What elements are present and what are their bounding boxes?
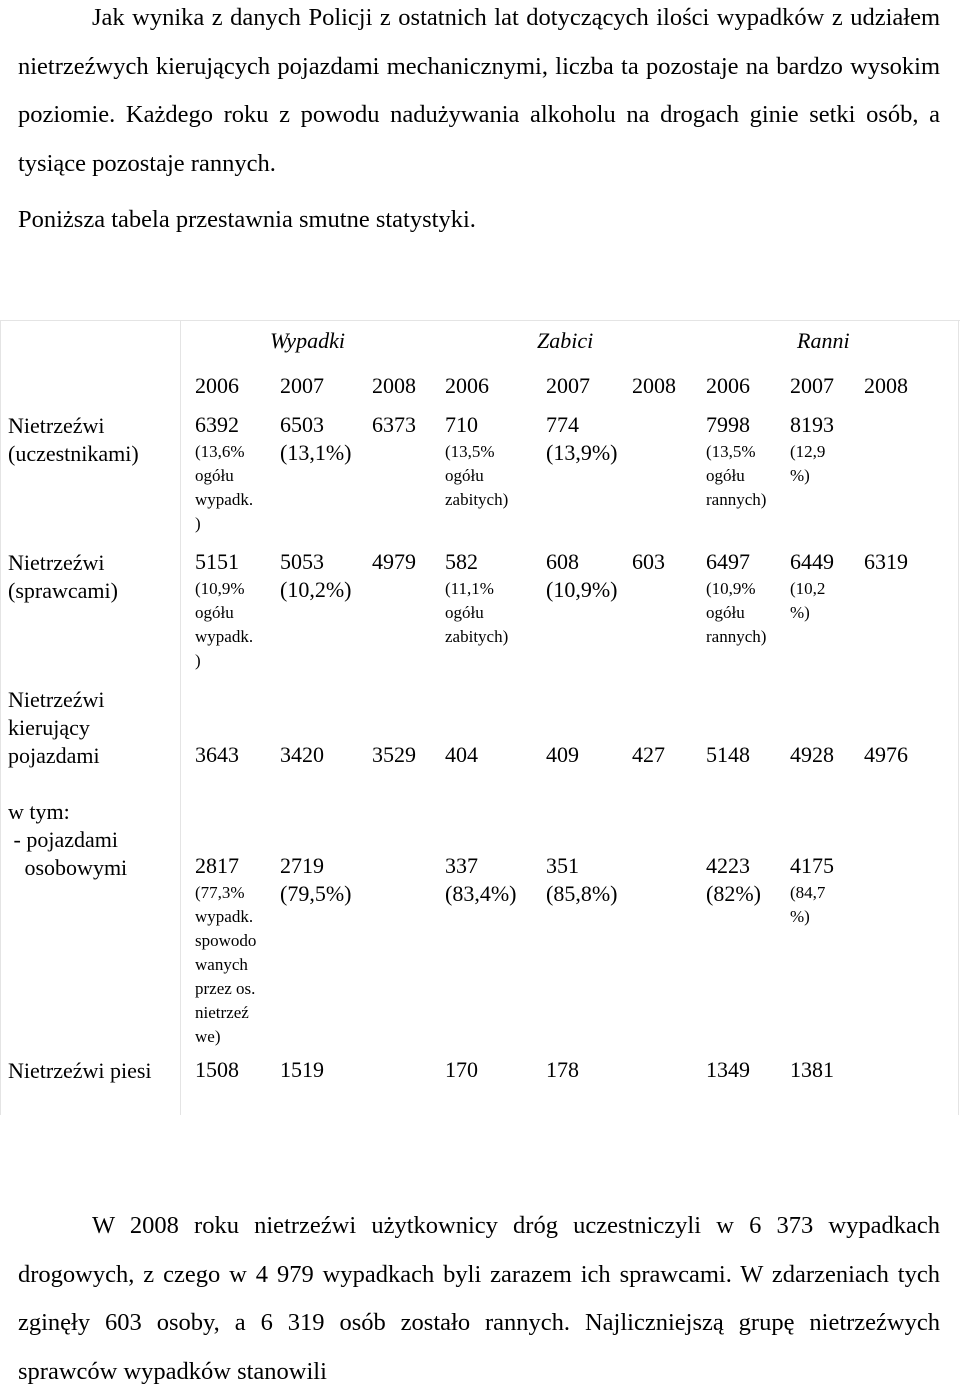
table-cell: (10,2: [790, 579, 826, 598]
group-header-ranni: Ranni: [797, 328, 850, 353]
table-cell: 351: [546, 853, 579, 878]
table-cell: (11,1%: [445, 579, 494, 598]
table-cell: 608: [546, 549, 579, 574]
table-cell: nietrzeź: [195, 1003, 249, 1022]
table-cell: we): [195, 1027, 221, 1046]
table-cell: 404: [445, 742, 478, 767]
row-label: Nietrzeźwi: [8, 413, 105, 438]
table-cell: ogółu: [706, 603, 745, 622]
table-cell: 8193: [790, 412, 834, 437]
table-cell: ogółu: [445, 466, 484, 485]
table-cell: 4175: [790, 853, 834, 878]
table-cell: (13,1%): [280, 440, 352, 465]
table-cell: 3643: [195, 742, 239, 767]
table-cell: 5053: [280, 549, 324, 574]
table-divider: [180, 320, 181, 1115]
table-cell: 6449: [790, 549, 834, 574]
table-cell: wypadk.: [195, 907, 254, 926]
row-label: Nietrzeźwi: [8, 550, 105, 575]
table-divider: [0, 320, 960, 321]
table-cell: przez os.: [195, 979, 256, 998]
year-header: 2007: [546, 373, 590, 398]
table-cell: spowodo: [195, 931, 257, 950]
group-header-wypadki: Wypadki: [270, 328, 345, 353]
table-cell: zabitych): [445, 490, 509, 509]
table-cell: 4223: [706, 853, 750, 878]
year-header: 2008: [632, 373, 676, 398]
table-cell: 774: [546, 412, 579, 437]
table-cell: (82%): [706, 881, 761, 906]
table-cell: (10,9%): [546, 577, 618, 602]
table-cell: 6497: [706, 549, 750, 574]
table-cell: 6373: [372, 412, 416, 437]
table-cell: 7998: [706, 412, 750, 437]
row-label: (uczestnikami): [8, 441, 139, 466]
table-cell: ogółu: [195, 466, 234, 485]
table-cell: %): [790, 907, 810, 926]
table-cell: ): [195, 514, 201, 533]
year-header: 2007: [280, 373, 324, 398]
table-cell: (79,5%): [280, 881, 352, 906]
table-cell: 4928: [790, 742, 834, 767]
summary-paragraph: W 2008 roku nietrzeźwi użytkownicy dróg uczestniczyli w 6 373 wypadkach drogowych, z czego w 4 979 wypadkach byli zarazem ich sprawcami. W zdarzeniach tych zginęły 603 osoby, a 6 319 osób zostało rannych. Najliczniejszą grupę nietrzeźwych sprawców wypadków stanowili: [18, 1212, 940, 1385]
table-cell: (13,5%: [706, 442, 756, 461]
table-cell: 409: [546, 742, 579, 767]
table-cell: wypadk.: [195, 490, 254, 509]
table-cell: 5148: [706, 742, 750, 767]
table-cell: ogółu: [706, 466, 745, 485]
table-cell: 4976: [864, 742, 908, 767]
row-label: osobowymi: [8, 855, 128, 880]
table-cell: 4979: [372, 549, 416, 574]
row-label: w tym:: [8, 799, 70, 824]
table-cell: (13,5%: [445, 442, 495, 461]
table-cell: rannych): [706, 627, 767, 646]
table-cell: 603: [632, 549, 665, 574]
table-cell: 1508: [195, 1057, 239, 1082]
row-label: Nietrzeźwi piesi: [8, 1058, 152, 1083]
table-cell: 3529: [372, 742, 416, 767]
table-cell: (83,4%): [445, 881, 517, 906]
table-cell: rannych): [706, 490, 767, 509]
table-cell: 710: [445, 412, 478, 437]
table-cell: 170: [445, 1057, 478, 1082]
row-label: - pojazdami: [8, 827, 118, 852]
table-cell: %): [790, 603, 810, 622]
intro-note: Poniższa tabela przestawnia smutne statystyki.: [18, 206, 476, 233]
row-label: kierujący: [8, 715, 90, 740]
table-cell: 427: [632, 742, 665, 767]
year-header: 2006: [195, 373, 239, 398]
table-cell: 3420: [280, 742, 324, 767]
row-label: pojazdami: [8, 743, 100, 768]
table-cell: 5151: [195, 549, 239, 574]
table-cell: wypadk.: [195, 627, 254, 646]
year-header: 2006: [706, 373, 750, 398]
table-cell: (10,9%: [195, 579, 245, 598]
year-header: 2006: [445, 373, 489, 398]
intro-paragraph: Jak wynika z danych Policji z ostatnich lat dotyczących ilości wypadków z udziałem nietrzeźwych kierujących pojazdami mechanicznymi, liczba ta pozostaje na bardzo wysokim poziomie. Każdego roku z powodu nadużywania alkoholu na drogach ginie setki osób, a tysiące pozostaje rannych.: [18, 4, 940, 177]
table-divider: [958, 320, 959, 1115]
table-cell: 6392: [195, 412, 239, 437]
table-cell: 6503: [280, 412, 324, 437]
table-cell: 2719: [280, 853, 324, 878]
row-label: (sprawcami): [8, 578, 118, 603]
table-cell: 582: [445, 549, 478, 574]
table-cell: (84,7: [790, 883, 826, 902]
table-cell: (13,6%: [195, 442, 245, 461]
table-cell: 337: [445, 853, 478, 878]
table-cell: 178: [546, 1057, 579, 1082]
table-cell: 2817: [195, 853, 239, 878]
table-cell: (13,9%): [546, 440, 618, 465]
table-cell: %): [790, 466, 810, 485]
table-cell: ogółu: [195, 603, 234, 622]
table-cell: 1519: [280, 1057, 324, 1082]
table-divider: [0, 320, 1, 1115]
table-cell: wanych: [195, 955, 248, 974]
group-header-zabici: Zabici: [537, 328, 594, 353]
table-cell: (77,3%: [195, 883, 245, 902]
year-header: 2008: [372, 373, 416, 398]
table-cell: 6319: [864, 549, 908, 574]
year-header: 2007: [790, 373, 834, 398]
table-cell: ): [195, 651, 201, 670]
table-cell: (10,2%): [280, 577, 352, 602]
row-label: Nietrzeźwi: [8, 687, 105, 712]
table-cell: zabitych): [445, 627, 509, 646]
table-cell: 1349: [706, 1057, 750, 1082]
table-cell: (85,8%): [546, 881, 618, 906]
year-header: 2008: [864, 373, 908, 398]
table-cell: (10,9%: [706, 579, 756, 598]
table-cell: 1381: [790, 1057, 834, 1082]
table-cell: (12,9: [790, 442, 826, 461]
table-cell: ogółu: [445, 603, 484, 622]
